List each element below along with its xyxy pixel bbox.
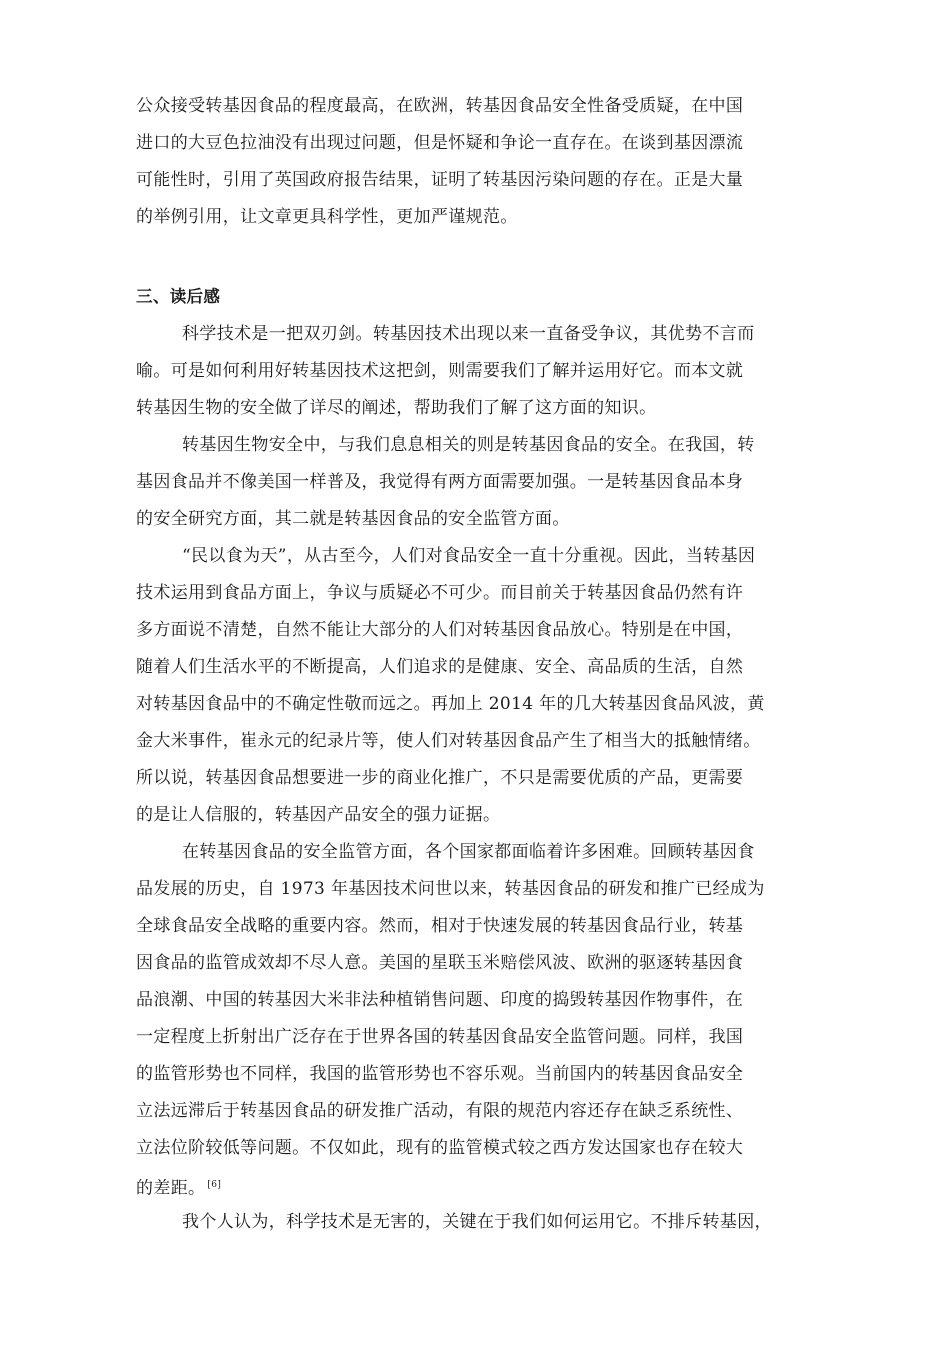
text-line: 可能性时，引用了英国政府报告结果，证明了转基因污染问题的存在。正是大量 — [136, 170, 744, 190]
text-line: 的举例引用，让文章更具科学性，更加严谨规范。 — [136, 207, 518, 227]
text-line: 的是让人信服的，转基因产品安全的强力证据。 — [136, 805, 501, 825]
text-line: 基因食品并不像美国一样普及，我觉得有两方面需要加强。一是转基因食品本身 — [136, 472, 744, 492]
text-line: 因食品的监管成效却不尽人意。美国的星联玉米赔偿风波、欧洲的驱逐转基因食 — [136, 953, 744, 973]
text-line: “民以食为天”，从古至今，人们对食品安全一直十分重视。因此，当转基因 — [182, 546, 756, 566]
text-line: 一定程度上折射出广泛存在于世界各国的转基因食品安全监管问题。同样，我国 — [136, 1027, 744, 1047]
citation-marker: [6] — [207, 1180, 222, 1190]
text-line-with-citation — [136, 1173, 221, 1201]
text-line: 转基因生物安全中，与我们息息相关的则是转基因食品的安全。在我国，转 — [182, 435, 755, 455]
text-line: 全球食品安全战略的重要内容。然而，相对于快速发展的转基因食品行业，转基 — [136, 916, 744, 936]
text-line: 立法位阶较低等问题。不仅如此，现有的监管模式较之西方发达国家也存在较大 — [136, 1138, 744, 1158]
text-line: 品浪潮、中国的转基因大米非法种植销售问题、印度的捣毁转基因作物事件，在 — [136, 990, 744, 1010]
text-line: 转基因生物的安全做了详尽的阐述，帮助我们了解了这方面的知识。 — [136, 398, 657, 418]
text-line: 多方面说不清楚，自然不能让大部分的人们对转基因食品放心。特别是在中国， — [136, 620, 744, 640]
text-line: 立法远滞后于转基因食品的研发推广活动，有限的规范内容还存在缺乏系统性、 — [136, 1101, 744, 1121]
text-line: 的差距。 — [136, 1178, 206, 1199]
text-line: 进口的大豆色拉油没有出现过问题，但是怀疑和争论一直存在。在谈到基因漂流 — [136, 133, 744, 153]
text-line: 公众接受转基因食品的程度最高，在欧洲，转基因食品安全性备受质疑，在中国 — [136, 96, 744, 116]
section-heading: 三、读后感 — [136, 287, 221, 306]
text-line: 品发展的历史，自 1973 年基因技术问世以来，转基因食品的研发和推广已经成为 — [136, 879, 765, 899]
text-line: 在转基因食品的安全监管方面，各个国家都面临着许多困难。回顾转基因食 — [182, 842, 755, 862]
text-line: 技术运用到食品方面上，争议与质疑必不可少。而目前关于转基因食品仍然有许 — [136, 583, 744, 603]
text-line: 喻。可是如何利用好转基因技术这把剑，则需要我们了解并运用好它。而本文就 — [136, 361, 744, 381]
text-line: 科学技术是一把双刃剑。转基因技术出现以来一直备受争议，其优势不言而 — [182, 324, 755, 344]
text-line: 的安全研究方面，其二就是转基因食品的安全监管方面。 — [136, 509, 570, 529]
text-line: 金大米事件，崔永元的纪录片等，使人们对转基因食品产生了相当大的抵触情绪。 — [136, 731, 761, 751]
text-line: 对转基因食品中的不确定性敬而远之。再加上 2014 年的几大转基因食品风波，黄 — [136, 694, 765, 714]
text-line: 随着人们生活水平的不断提高，人们追求的是健康、安全、高品质的生活，自然 — [136, 657, 744, 677]
text-line: 我个人认为，科学技术是无害的，关键在于我们如何运用它。不排斥转基因， — [182, 1212, 772, 1232]
text-line: 的监管形势也不同样，我国的监管形势也不容乐观。当前国内的转基因食品安全 — [136, 1064, 744, 1084]
text-line: 所以说，转基因食品想要进一步的商业化推广，不只是需要优质的产品，更需要 — [136, 768, 744, 788]
